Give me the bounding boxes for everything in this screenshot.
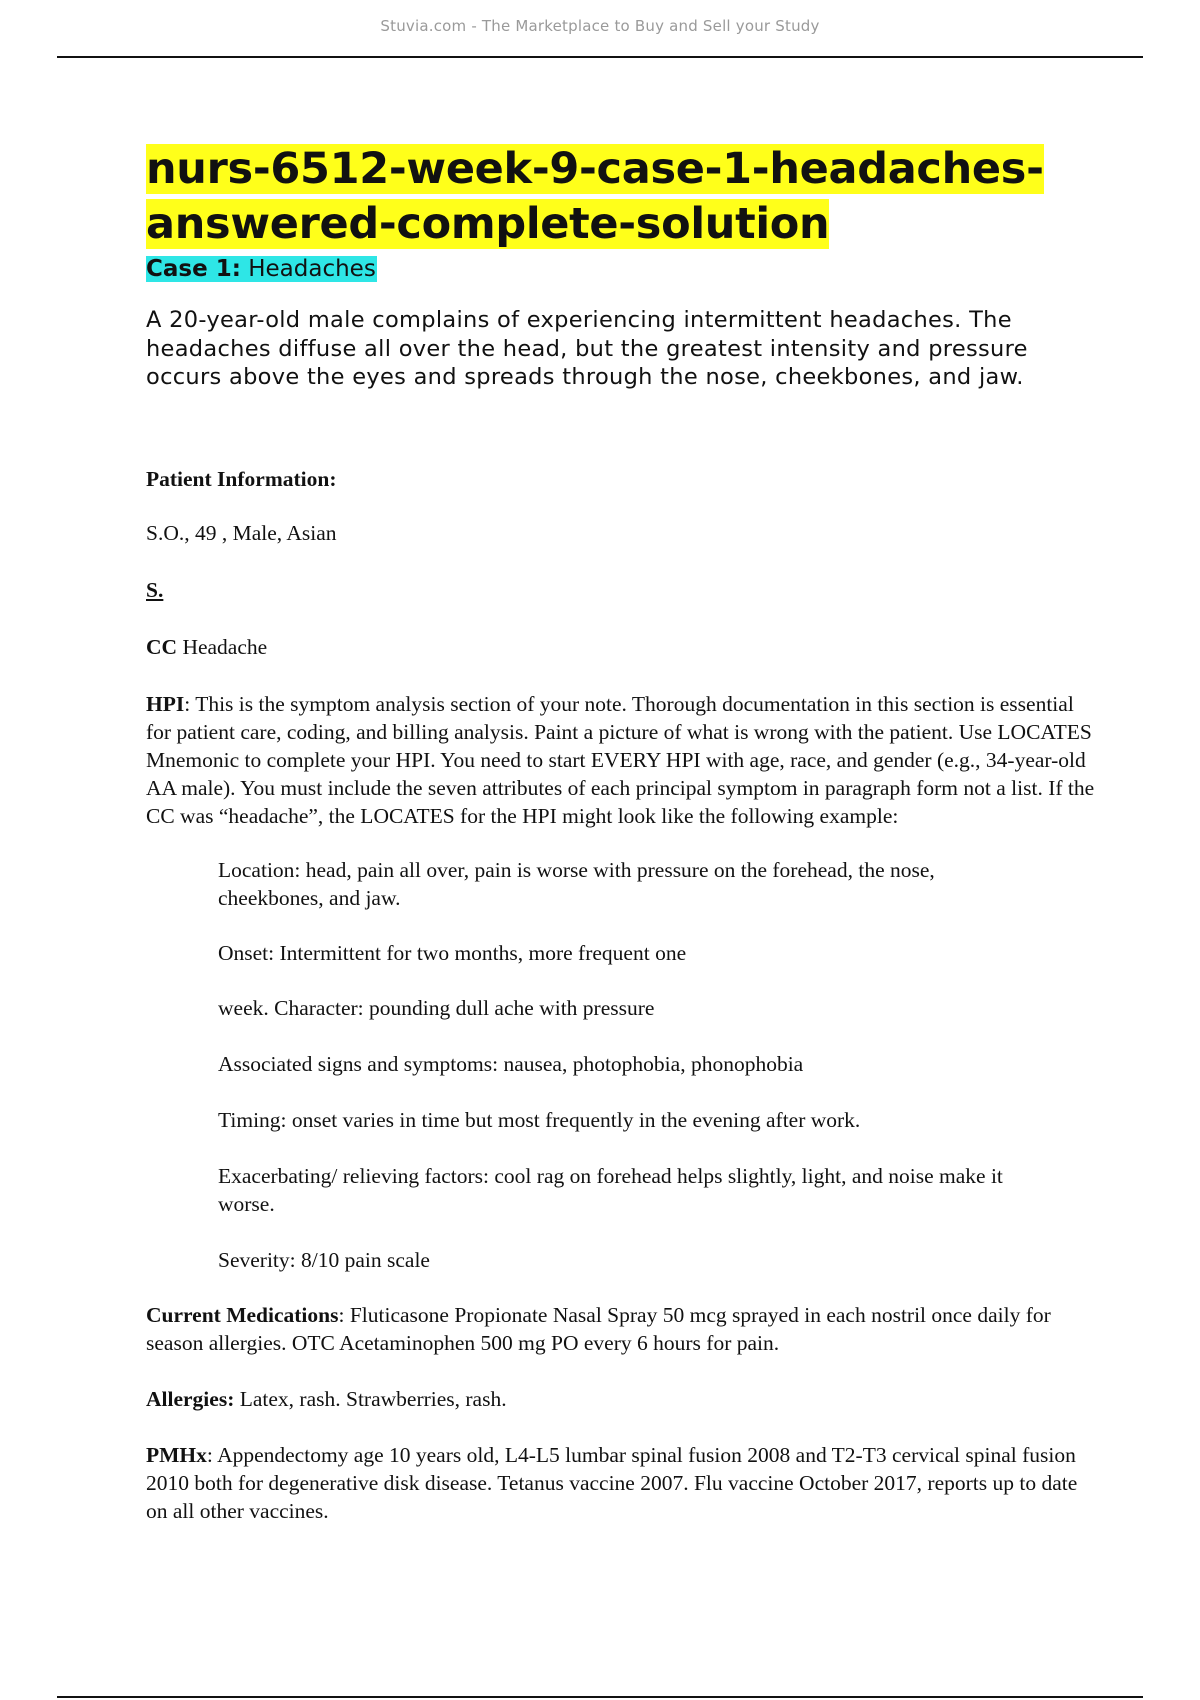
current-meds-label: Current Medications bbox=[146, 1302, 339, 1327]
locates-severity: Severity: 8/10 pain scale bbox=[218, 1247, 430, 1272]
header-divider bbox=[57, 56, 1143, 58]
pmhx-label: PMHx bbox=[146, 1442, 207, 1467]
case-heading-highlight bbox=[146, 256, 377, 282]
locates-onset: Onset: Intermittent for two months, more frequent one bbox=[218, 940, 687, 965]
title-line-1: nurs-6512-week-9-case-1-headaches- bbox=[146, 144, 1044, 194]
locates-location: Location: head, pain all over, pain is worse with pressure on the forehead, the nose, cheekbones, and jaw. bbox=[218, 857, 935, 910]
allergies bbox=[146, 1385, 1096, 1413]
case-heading bbox=[146, 254, 1096, 284]
patient-details: S.O., 49 , Male, Asian bbox=[146, 520, 337, 545]
hpi-paragraph bbox=[146, 690, 1096, 830]
title-line-2: answered-complete-solution bbox=[146, 199, 830, 249]
hpi-label: HPI bbox=[146, 691, 185, 716]
cc-label: CC bbox=[146, 634, 178, 659]
hpi-text: : This is the symptom analysis section of your note. Thorough documentation in this section is essential for patient care, coding, and billing analysis. Paint a picture of what is wrong with the patient. Use LOCATES Mnemonic to complete your HPI. You need to start EVERY HPI with age, race, and gender (e.g., 34-year-old AA male). You must include the seven attributes of each principal symptom in paragraph form not a list. If the CC was “headache”, the LOCATES for the HPI might look like the following example: bbox=[146, 691, 1095, 828]
subjective-label: S. bbox=[146, 577, 164, 602]
allergies-text: Latex, rash. Strawberries, rash. bbox=[234, 1386, 507, 1411]
locates-timing: Timing: onset varies in time but most frequently in the evening after work. bbox=[218, 1107, 861, 1132]
patient-info-label: Patient Information: bbox=[146, 466, 337, 491]
page-header bbox=[0, 0, 1200, 58]
locates-character: week. Character: pounding dull ache with pressure bbox=[218, 995, 655, 1020]
locates-exacerbating: Exacerbating/ relieving factors: cool rag on forehead helps slightly, light, and noise make it worse. bbox=[218, 1163, 1003, 1216]
current-medications bbox=[146, 1301, 1096, 1357]
document-title bbox=[146, 142, 1096, 252]
current-meds-text: : Fluticasone Propionate Nasal Spray 50 mcg sprayed in each nostril once daily for season allergies. OTC Acetaminophen 500 mg PO every 6 hours for pain. bbox=[146, 1302, 1051, 1355]
locates-associated: Associated signs and symptoms: nausea, photophobia, phonophobia bbox=[218, 1051, 804, 1076]
chief-complaint bbox=[146, 633, 1096, 661]
header-site-text[interactable]: Stuvia.com - The Marketplace to Buy and Sell your Study bbox=[380, 17, 820, 35]
case-name: Headaches bbox=[240, 256, 376, 282]
cc-value: Headache bbox=[177, 634, 268, 659]
document-body bbox=[146, 142, 1096, 1525]
pmhx-text: : Appendectomy age 10 years old, L4-L5 lumbar spinal fusion 2008 and T2-T3 cervical spinal fusion 2010 both for degenerative disk disease. Tetanus vaccine 2007. Flu vaccine October 2017, reports up to date on all other vaccines. bbox=[146, 1442, 1078, 1523]
case-description: A 20-year-old male complains of experiencing intermittent headaches. The headaches diffuse all over the head, but the greatest intensity and pressure occurs above the eyes and spreads through the nose, cheekbones, and jaw. bbox=[146, 307, 1028, 390]
footer-divider bbox=[57, 1696, 1143, 1698]
allergies-label: Allergies: bbox=[146, 1386, 235, 1411]
past-medical-history bbox=[146, 1441, 1096, 1525]
case-prefix: Case 1: bbox=[146, 256, 241, 282]
